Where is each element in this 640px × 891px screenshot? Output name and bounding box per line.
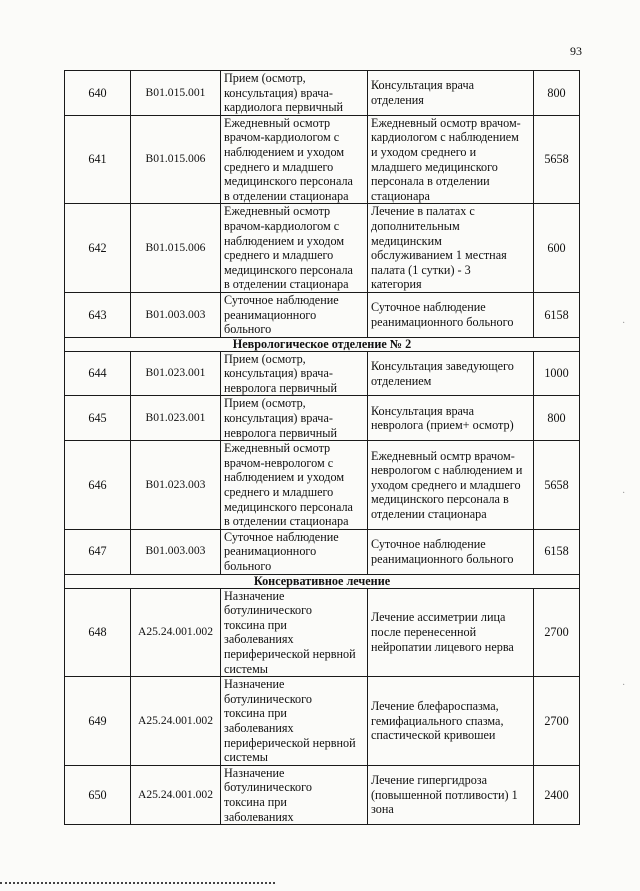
- service-code-cell: B01.015.006: [131, 115, 221, 204]
- service-description-cell: Ежедневный осмотр врачом- кардиологом с наблюдением и уходом среднего и младшего медицинского персонала в отделении стационара: [368, 115, 534, 204]
- service-code-cell: B01.023.003: [131, 441, 221, 530]
- row-number-cell: 642: [65, 204, 131, 293]
- service-description-cell: Лечение ассиметрии лица после перенесенной нейропатии лицевого нерва: [368, 588, 534, 677]
- table-row: [65, 115, 580, 204]
- row-number-cell: 649: [65, 677, 131, 766]
- row-number-cell: 641: [65, 115, 131, 204]
- service-name-cell: Прием (осмотр, консультация) врача- невролога первичный: [221, 396, 368, 441]
- row-number-cell: 645: [65, 396, 131, 441]
- service-code-cell: B01.003.003: [131, 529, 221, 574]
- price-cell: 2400: [534, 765, 580, 824]
- service-code-cell: B01.015.001: [131, 71, 221, 116]
- service-description-cell: Лечение блефароспазма, гемифациального спазма, спастической кривошеи: [368, 677, 534, 766]
- scan-speck: ·: [622, 488, 626, 499]
- section-header-row: [65, 337, 580, 351]
- service-description-cell: Суточное наблюдение реанимационного больного: [368, 292, 534, 337]
- table-row: [65, 441, 580, 530]
- row-number-cell: 648: [65, 588, 131, 677]
- price-list-table: [64, 70, 580, 825]
- service-code-cell: A25.24.001.002: [131, 765, 221, 824]
- table-row: [65, 204, 580, 293]
- page-number: 93: [570, 44, 582, 58]
- price-cell: 6158: [534, 292, 580, 337]
- price-cell: 5658: [534, 441, 580, 530]
- table-row: [65, 677, 580, 766]
- section-header-row: [65, 574, 580, 588]
- row-number-cell: 640: [65, 71, 131, 116]
- service-name-cell: Ежедневный осмотр врачом-кардиологом с наблюдением и уходом среднего и младшего медицинского персонала в отделении стационара: [221, 204, 368, 293]
- table-row: [65, 588, 580, 677]
- service-description-cell: Консультация заведующего отделением: [368, 351, 534, 396]
- service-description-cell: Лечение в палатах с дополнительным медицинским обслуживанием 1 местная палата (1 сутки) - 3 категория: [368, 204, 534, 293]
- row-number-cell: 650: [65, 765, 131, 824]
- table-row: [65, 351, 580, 396]
- service-description-cell: Лечение гипергидроза (повышенной потливости) 1 зона: [368, 765, 534, 824]
- service-name-cell: Прием (осмотр, консультация) врача- невролога первичный: [221, 351, 368, 396]
- table-row: [65, 292, 580, 337]
- price-cell: 1000: [534, 351, 580, 396]
- service-description-cell: Суточное наблюдение реанимационного больного: [368, 529, 534, 574]
- service-name-cell: Назначение ботулинического токсина при заболеваниях периферической нервной системы: [221, 588, 368, 677]
- service-code-cell: A25.24.001.002: [131, 588, 221, 677]
- service-code-cell: B01.023.001: [131, 351, 221, 396]
- service-name-cell: Назначение ботулинического токсина при заболеваниях: [221, 765, 368, 824]
- scan-speck: ·: [622, 318, 626, 329]
- price-cell: 600: [534, 204, 580, 293]
- price-cell: 800: [534, 396, 580, 441]
- service-name-cell: Суточное наблюдение реанимационного больного: [221, 529, 368, 574]
- service-name-cell: Назначение ботулинического токсина при заболеваниях периферической нервной системы: [221, 677, 368, 766]
- table-row: [65, 71, 580, 116]
- row-number-cell: 643: [65, 292, 131, 337]
- row-number-cell: 644: [65, 351, 131, 396]
- price-cell: 800: [534, 71, 580, 116]
- price-cell: 2700: [534, 677, 580, 766]
- service-name-cell: Суточное наблюдение реанимационного больного: [221, 292, 368, 337]
- section-title: Консервативное лечение: [65, 574, 580, 588]
- service-description-cell: Консультация врача невролога (прием+ осмотр): [368, 396, 534, 441]
- table-row: [65, 765, 580, 824]
- price-cell: 5658: [534, 115, 580, 204]
- service-name-cell: Прием (осмотр, консультация) врача- кардиолога первичный: [221, 71, 368, 116]
- service-code-cell: A25.24.001.002: [131, 677, 221, 766]
- scan-speck: ·: [622, 680, 626, 691]
- section-title: Неврологическое отделение № 2: [65, 337, 580, 351]
- service-code-cell: B01.015.006: [131, 204, 221, 293]
- page-bottom-rule: [0, 882, 275, 884]
- service-name-cell: Ежедневный осмотр врачом-кардиологом с наблюдением и уходом среднего и младшего медицинского персонала в отделении стационара: [221, 115, 368, 204]
- row-number-cell: 646: [65, 441, 131, 530]
- table-row: [65, 396, 580, 441]
- service-code-cell: B01.003.003: [131, 292, 221, 337]
- service-description-cell: Консультация врача отделения: [368, 71, 534, 116]
- service-name-cell: Ежедневный осмотр врачом-неврологом с наблюдением и уходом среднего и младшего медицинского персонала в отделении стационара: [221, 441, 368, 530]
- service-description-cell: Ежедневный осмтр врачом- неврологом с наблюдением и уходом среднего и младшего медицинского персонала в отделении стационара: [368, 441, 534, 530]
- row-number-cell: 647: [65, 529, 131, 574]
- price-cell: 6158: [534, 529, 580, 574]
- service-code-cell: B01.023.001: [131, 396, 221, 441]
- price-cell: 2700: [534, 588, 580, 677]
- table-row: [65, 529, 580, 574]
